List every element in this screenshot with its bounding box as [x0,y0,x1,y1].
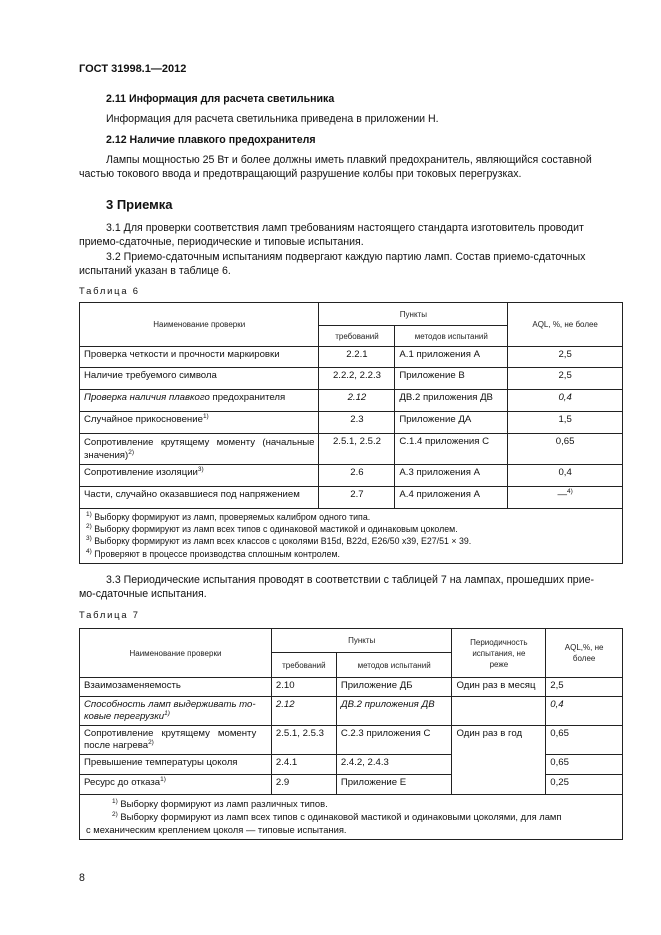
table-6-header-methods: методов испытаний [395,326,508,347]
table-cell: 0,65 [508,434,623,465]
footnote-ref: 1) [160,775,166,783]
table-cell [80,434,319,465]
table-6-header-req: требований [319,326,395,347]
table-cell: Части, случайно оказавшиеся под напряжением [80,487,319,509]
table-7-notes [80,795,623,840]
table-row [80,390,623,412]
table-cell: 2.2.2, 2.2.3 [319,368,395,390]
table-cell: Приложение Е [336,775,452,795]
cell-text-line-2: значения) [84,450,129,461]
table-cell: 2.12 [271,697,336,726]
paragraph-3-1-line-1: 3.1 Для проверки соответствия ламп требованиям настоящего стандарта изготовитель проводит [106,222,584,234]
header-line: Периодичность [470,637,528,647]
table-row [80,412,623,434]
table-cell: Проверка четкости и прочности маркировки [80,347,319,368]
footnote-text: Выборку формируют из ламп всех типов с одинаковой мастикой и одинаковым цоколем. [91,524,458,535]
footnote-ref: 2) [128,448,134,456]
table-cell: 2.5.1, 2.5.2 [319,434,395,465]
paragraph-3-3-line-1: 3.3 Периодические испытания проводят в соответствии с таблицей 7 на лампах, прошедших прие- [106,574,595,586]
table-cell [80,465,319,487]
table-cell: 2.3 [319,412,395,434]
cell-text-line-1: Сопротивление крутящему моменту (начальные [84,437,315,448]
header-line: испытания, не [472,648,526,658]
table-cell: Превышение температуры цоколя [80,755,272,775]
footnote-mark: 4) [86,547,92,555]
section-2-12-line-2: частью токового ввода и предотвращающий разрушение колбы при токовых перегрузках. [79,168,522,180]
table-cell: 0,65 [546,755,623,775]
table-cell [80,726,272,755]
table-cell: 2.10 [271,678,336,697]
document-header: ГОСТ 31998.1—2012 [79,63,187,75]
table-6-notes [80,509,623,564]
plain-text: предохранителя [209,392,286,403]
footnote: с механическим креплением цоколя — типовые испытания. [86,824,347,835]
table-row [80,347,623,368]
table-cell: 2,5 [546,678,623,697]
table-footnotes [80,795,623,840]
table-cell: Взаимозаменяемость [80,678,272,697]
table-cell: А.4 приложения А [395,487,508,509]
footnote-ref: 4) [567,487,573,495]
table-cell: 0,4 [508,465,623,487]
table-cell [80,412,319,434]
table-cell [452,697,546,726]
table-7-caption: Таблица 7 [79,609,140,620]
cell-text-line-1: Способность ламп выдерживать то- [84,699,256,710]
footnote-text: Проверяют в процессе производства сплошным контролем. [91,548,340,559]
section-2-11-text: Информация для расчета светильника приведена в приложении Н. [106,113,439,125]
footnote-mark: 2) [112,810,118,818]
table-cell [80,697,272,726]
footnote-mark: 1) [86,511,92,519]
table-cell: С.2.3 приложения С [336,726,452,755]
table-7-header-req: требований [271,653,336,678]
table-7-header-aql [546,629,623,678]
footnote-ref: 2) [148,738,154,746]
footnote-mark: 3) [86,535,92,543]
footnote [86,523,616,535]
header-line: реже [489,659,509,669]
table-row [80,726,623,755]
table-cell: Приложение В [395,368,508,390]
table-row [80,678,623,697]
table-cell: 0,65 [546,726,623,755]
table-cell: 0,4 [508,390,623,412]
table-row [80,697,623,726]
table-6 [79,302,623,564]
table-cell [508,487,623,509]
table-row [80,465,623,487]
italic-text: Проверка наличия плавкого [84,392,210,403]
header-line: более [572,654,596,663]
paragraph-3-2-line-2: испытаний указан в таблице 6. [79,265,231,277]
table-cell: Приложение ДА [395,412,508,434]
table-cell: ДВ.2 приложения ДВ [336,697,452,726]
footnote-text: Выборку формируют из ламп различных типов. [117,798,328,809]
table-7 [79,628,623,840]
footnote-mark: 2) [86,523,92,531]
cell-text-line-1: Сопротивление крутящему моменту [84,728,257,739]
table-cell: А.1 приложения А [395,347,508,368]
table-6-header-name: Наименование проверки [80,303,319,347]
section-2-12-line-1: Лампы мощностью 25 Вт и более должны иметь плавкий предохранитель, являющийся составной [106,154,592,166]
table-cell: 2,5 [508,368,623,390]
table-row [80,487,623,509]
footnote-text: Выборку формируют из ламп всех типов с одинаковой мастикой и одинаковыми цоколями, для ламп [117,811,562,822]
footnote [86,548,616,560]
table-cell: 2.6 [319,465,395,487]
footnote-ref: 1) [164,709,170,717]
table-7-header-name: Наименование проверки [80,629,272,678]
cell-text: Ресурс до отказа [84,777,161,788]
table-cell: Приложение ДБ [336,678,452,697]
paragraph-3-1-line-2: приемо-сдаточные, периодические и типовые испытания. [79,236,364,248]
footnote-ref: 3) [197,465,204,473]
footnote [86,535,616,547]
table-6-header-points: Пункты [319,303,508,326]
table-cell: 2.5.1, 2.5.3 [271,726,336,755]
table-7-header-period [452,629,546,678]
cell-text-line-2: после нагрева [84,740,149,751]
footnote-text: Выборку формируют из ламп всех классов с цоколями B15d, B22d, E26/50 х39, E27/51 × 39. [91,536,472,547]
footnote [86,810,616,823]
table-cell: Один раз в год [452,726,546,795]
table-7-header-points: Пункты [271,629,452,653]
paragraph-3-2-line-1: 3.2 Приемо-сдаточным испытаниям подвергают каждую партию ламп. Состав приемо-сдаточных [106,251,586,263]
table-cell: 2.4.1 [271,755,336,775]
table-cell: 1,5 [508,412,623,434]
section-2-11-title: 2.11 Информация для расчета светильника [106,93,335,105]
table-6-header-aql: AQL, %, не более [508,303,623,347]
cell-text: — [557,489,568,500]
section-3-title: 3 Приемка [106,197,173,212]
footnote-ref: 1) [202,412,209,420]
table-cell: 0,4 [546,697,623,726]
footnote [86,797,616,810]
footnote-mark: 1) [112,797,118,805]
table-cell: Наличие требуемого символа [80,368,319,390]
table-cell: С.1.4 приложения С [395,434,508,465]
table-cell [80,390,319,412]
footnote [86,511,616,523]
table-row [80,368,623,390]
table-cell: 2.9 [271,775,336,795]
page-number: 8 [79,872,85,884]
table-7-header-methods: методов испытаний [336,653,452,678]
table-cell: 2,5 [508,347,623,368]
footnote-text: Выборку формируют из ламп, проверяемых калибром одного типа. [91,512,371,522]
table-cell: А.3 приложения А [395,465,508,487]
table-footnotes [80,509,623,564]
table-6-caption: Таблица 6 [79,285,140,296]
cell-text-line-2: ковые перегрузки [84,711,165,722]
section-2-12-title: 2.12 Наличие плавкого предохранителя [106,134,316,146]
table-cell: 0,25 [546,775,623,795]
table-cell: 2.12 [319,390,395,412]
cell-text: Случайное прикосновение [84,414,203,425]
cell-text: Сопротивление изоляции [84,467,198,478]
table-cell: Один раз в месяц [452,678,546,697]
table-cell: ДВ.2 приложения ДВ [395,390,508,412]
table-cell: 2.7 [319,487,395,509]
table-cell: 2.4.2, 2.4.3 [336,755,452,775]
table-cell: 2.2.1 [319,347,395,368]
table-cell [80,775,272,795]
paragraph-3-3-line-2: мо-сдаточные испытания. [79,588,207,600]
table-row [80,434,623,465]
header-line: AQL,%, не [564,643,604,652]
